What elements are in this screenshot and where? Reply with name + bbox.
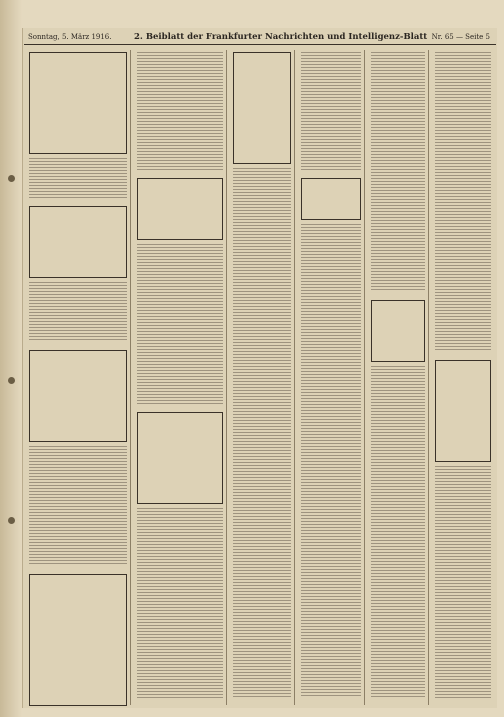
column-6 xyxy=(432,50,494,705)
binding-hole xyxy=(8,377,15,384)
text-block xyxy=(137,52,223,172)
ad-box xyxy=(301,178,361,220)
column-4 xyxy=(298,50,365,705)
text-block xyxy=(29,446,127,566)
header-page-info: Nr. 65 — Seite 5 xyxy=(431,33,490,41)
ad-box xyxy=(435,360,491,462)
text-block xyxy=(435,52,491,352)
text-block xyxy=(371,52,425,292)
text-block xyxy=(29,158,127,198)
ad-box xyxy=(371,300,425,362)
text-block xyxy=(371,366,425,698)
column-3 xyxy=(230,50,295,705)
ad-box xyxy=(29,52,127,154)
ad-box xyxy=(233,52,291,164)
text-block xyxy=(301,224,361,698)
text-block xyxy=(435,466,491,698)
column-1 xyxy=(26,50,131,705)
ad-box xyxy=(29,206,127,278)
text-block xyxy=(29,282,127,342)
binding-hole xyxy=(8,517,15,524)
column-2 xyxy=(134,50,227,705)
ad-box xyxy=(29,350,127,442)
column-5 xyxy=(368,50,429,705)
binding-hole xyxy=(8,175,15,182)
text-block xyxy=(301,52,361,172)
ad-box xyxy=(137,412,223,504)
header-date: Sonntag, 5. März 1916. xyxy=(28,33,112,41)
ad-box xyxy=(29,574,127,706)
header-title: 2. Beiblatt der Frankfurter Nachrichten und Intelligenz-Blatt xyxy=(134,32,428,42)
ad-box xyxy=(137,178,223,240)
text-block xyxy=(137,508,223,698)
text-block xyxy=(137,244,223,404)
page-header xyxy=(24,30,496,45)
binding-edge xyxy=(0,0,22,717)
text-block xyxy=(233,168,291,698)
